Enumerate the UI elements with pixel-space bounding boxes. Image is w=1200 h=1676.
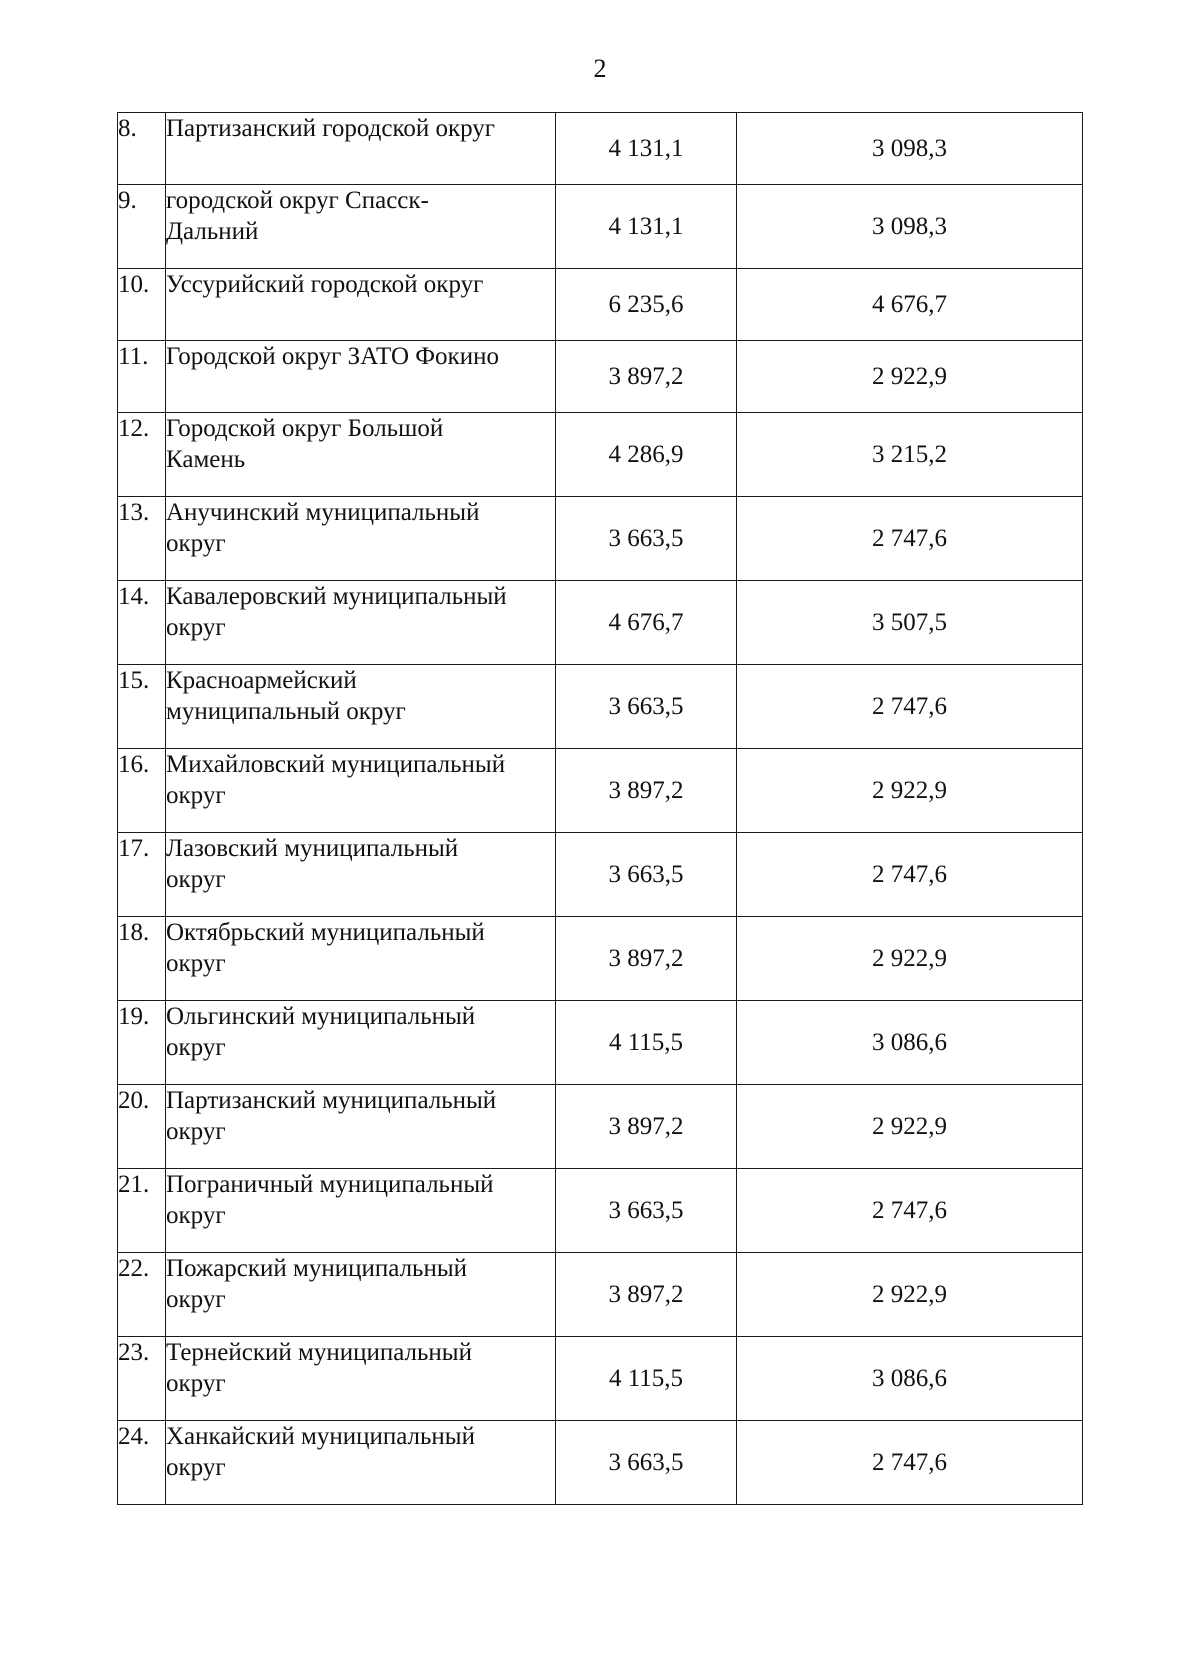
municipality-name-cell: Тернейский муниципальный округ [166, 1337, 556, 1421]
table-row [118, 749, 1083, 833]
value-1-cell: 3 897,2 [556, 917, 737, 1001]
value-1-cell: 3 663,5 [556, 833, 737, 917]
value-2-cell: 3 098,3 [737, 113, 1083, 185]
table-row [118, 341, 1083, 413]
value-2-cell: 2 922,9 [737, 341, 1083, 413]
row-number-cell: 12. [118, 413, 166, 497]
value-1-cell: 4 676,7 [556, 581, 737, 665]
table-row [118, 413, 1083, 497]
table-row [118, 1421, 1083, 1505]
table-body [118, 113, 1083, 1505]
row-number-cell: 11. [118, 341, 166, 413]
municipality-name-cell: Кавалеровский муниципальный округ [166, 581, 556, 665]
table-row [118, 581, 1083, 665]
page-number: 2 [593, 54, 607, 83]
value-1-cell: 3 663,5 [556, 497, 737, 581]
row-number-cell: 23. [118, 1337, 166, 1421]
value-1-cell: 4 115,5 [556, 1001, 737, 1085]
municipality-name-cell: Городской округ Большой Камень [166, 413, 556, 497]
value-2-cell: 2 922,9 [737, 1085, 1083, 1169]
value-2-cell: 2 922,9 [737, 749, 1083, 833]
table-row [118, 1337, 1083, 1421]
row-number-cell: 19. [118, 1001, 166, 1085]
table-row [118, 269, 1083, 341]
municipality-name-cell: Лазовский муниципальный округ [166, 833, 556, 917]
table-row [118, 185, 1083, 269]
value-1-cell: 3 663,5 [556, 1169, 737, 1253]
row-number-cell: 21. [118, 1169, 166, 1253]
municipality-name-cell: Красноармейский муниципальный округ [166, 665, 556, 749]
value-2-cell: 2 747,6 [737, 665, 1083, 749]
value-1-cell: 4 115,5 [556, 1337, 737, 1421]
data-table [117, 112, 1083, 1505]
row-number-cell: 14. [118, 581, 166, 665]
row-number-cell: 24. [118, 1421, 166, 1505]
municipality-name-cell: Михайловский муниципальный округ [166, 749, 556, 833]
municipality-name-cell: Анучинский муниципальный округ [166, 497, 556, 581]
row-number-cell: 13. [118, 497, 166, 581]
table-row [118, 113, 1083, 185]
value-1-cell: 3 663,5 [556, 665, 737, 749]
value-1-cell: 4 131,1 [556, 113, 737, 185]
row-number-cell: 17. [118, 833, 166, 917]
municipality-name-cell: городской округ Спасск- Дальний [166, 185, 556, 269]
municipality-name-cell: Партизанский городской округ [166, 113, 556, 185]
row-number-cell: 20. [118, 1085, 166, 1169]
table-row [118, 665, 1083, 749]
row-number-cell: 8. [118, 113, 166, 185]
row-number-cell: 16. [118, 749, 166, 833]
value-1-cell: 3 897,2 [556, 1085, 737, 1169]
value-2-cell: 2 747,6 [737, 1421, 1083, 1505]
value-2-cell: 2 922,9 [737, 1253, 1083, 1337]
value-1-cell: 3 897,2 [556, 1253, 737, 1337]
row-number-cell: 10. [118, 269, 166, 341]
municipality-name-cell: Пожарский муниципальный округ [166, 1253, 556, 1337]
municipality-name-cell: Ольгинский муниципальный округ [166, 1001, 556, 1085]
table-row [118, 917, 1083, 1001]
value-2-cell: 2 747,6 [737, 497, 1083, 581]
municipality-name-cell: Ханкайский муниципальный округ [166, 1421, 556, 1505]
value-2-cell: 3 507,5 [737, 581, 1083, 665]
value-1-cell: 3 897,2 [556, 341, 737, 413]
municipality-name-cell: Городской округ ЗАТО Фокино [166, 341, 556, 413]
row-number-cell: 9. [118, 185, 166, 269]
row-number-cell: 22. [118, 1253, 166, 1337]
value-1-cell: 3 663,5 [556, 1421, 737, 1505]
municipality-name-cell: Пограничный муниципальный округ [166, 1169, 556, 1253]
value-1-cell: 3 897,2 [556, 749, 737, 833]
table-row [118, 497, 1083, 581]
value-2-cell: 2 922,9 [737, 917, 1083, 1001]
municipality-name-cell: Октябрьский муниципальный округ [166, 917, 556, 1001]
row-number-cell: 18. [118, 917, 166, 1001]
value-2-cell: 3 086,6 [737, 1337, 1083, 1421]
value-1-cell: 4 286,9 [556, 413, 737, 497]
municipality-name-cell: Уссурийский городской округ [166, 269, 556, 341]
table-row [118, 1169, 1083, 1253]
table-row [118, 1253, 1083, 1337]
value-2-cell: 3 086,6 [737, 1001, 1083, 1085]
value-2-cell: 2 747,6 [737, 1169, 1083, 1253]
value-1-cell: 4 131,1 [556, 185, 737, 269]
value-2-cell: 4 676,7 [737, 269, 1083, 341]
row-number-cell: 15. [118, 665, 166, 749]
table-row [118, 833, 1083, 917]
value-2-cell: 3 098,3 [737, 185, 1083, 269]
municipality-name-cell: Партизанский муниципальный округ [166, 1085, 556, 1169]
value-2-cell: 2 747,6 [737, 833, 1083, 917]
table-row [118, 1001, 1083, 1085]
table-row [118, 1085, 1083, 1169]
value-1-cell: 6 235,6 [556, 269, 737, 341]
value-2-cell: 3 215,2 [737, 413, 1083, 497]
